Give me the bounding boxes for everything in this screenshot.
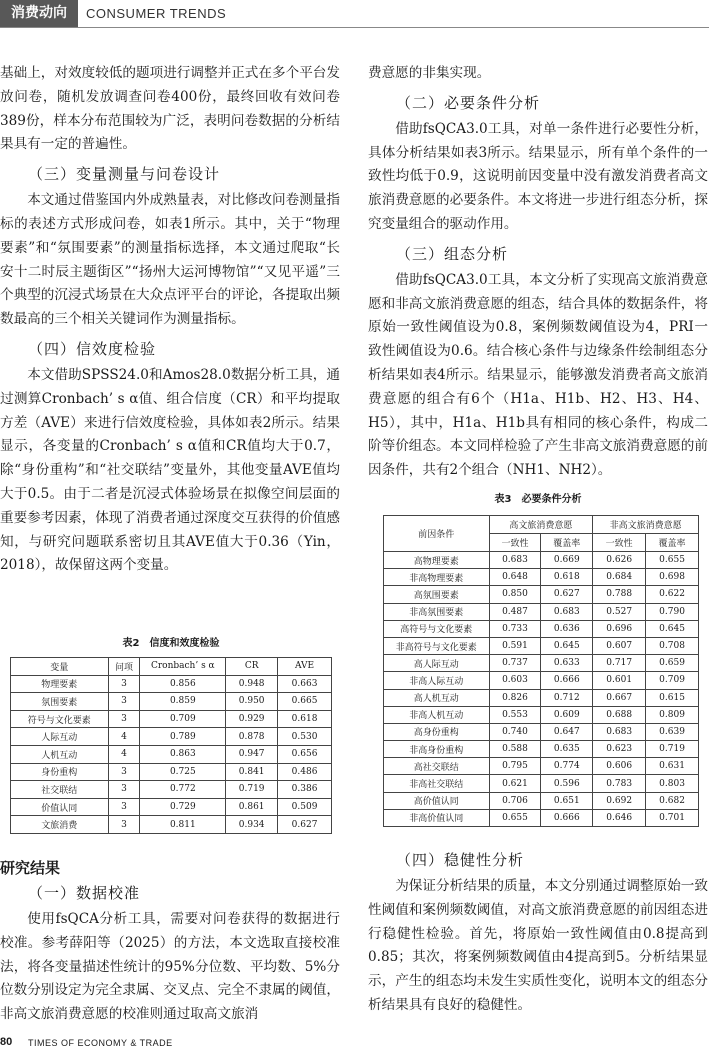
table3-row-label: 非高社交联结 [384,775,490,792]
table2-header-cell: CR [226,658,278,676]
table3-row-value: 0.803 [646,775,699,792]
table2-header-cell: 变量 [11,658,109,676]
table3-row-label: 高符号与文化要素 [384,620,490,637]
table3-row [384,689,699,706]
table3-row [384,569,699,586]
subheading-calibration: （一）数据校准 [28,884,141,902]
header-rule [0,27,709,28]
table3-row-label: 高氛围要素 [384,586,490,603]
table3-row [384,655,699,672]
table3-row-label: 高身份重构 [384,723,490,740]
table2-row-value: 0.948 [226,675,278,693]
table3-row-label: 非高物理要素 [384,569,490,586]
table3-row-value: 0.774 [541,758,593,775]
table2-body [11,675,332,833]
left-column-lower [0,856,340,1027]
table3-row [384,758,699,775]
section-title-results: 研究结果 [0,859,61,877]
table2-row-value: 0.811 [140,816,226,834]
table3-row-value: 0.809 [646,706,699,723]
table2-row-value: 0.859 [140,693,226,711]
table3-row-value: 0.645 [541,637,593,654]
table2-row-value: 0.486 [278,763,332,781]
table3-row-value: 0.740 [489,723,541,740]
table3-row-value: 0.667 [593,689,646,706]
table3-row-value: 0.795 [489,758,541,775]
table2-row-value: 0.878 [226,728,278,746]
table3-row [384,620,699,637]
table2-row-value: 0.530 [278,728,332,746]
table2-row-value: 0.772 [140,781,226,799]
table3-row-value: 0.635 [541,741,593,758]
table3-row [384,809,699,826]
table2-row-value: 0.929 [226,710,278,728]
table3-row-value: 0.639 [646,723,699,740]
table3-sub-header: 覆盖率 [541,534,593,552]
table2-row-value: 4 [108,745,140,763]
table3-row [384,792,699,809]
table3-row-label: 非高符号与文化要素 [384,637,490,654]
paragraph: 借助fsQCA3.0工具，对单一条件进行必要性分析，具体分析结果如表3所示。结果显示，所有单个条件的一致性均低于0.9，这说明前因变量中没有激发消费者高文旅消费意愿的必要条件。本文将进一步进行组态分析，探究变量组合的驱动作用。 [368,120,708,232]
table2-row-value: 4 [108,728,140,746]
table3-row-value: 0.655 [489,809,541,826]
table3-row-value: 0.683 [541,603,593,620]
table3-row [384,706,699,723]
table3-row-value: 0.826 [489,689,541,706]
table3-row-value: 0.706 [489,792,541,809]
table3-row-value: 0.646 [593,809,646,826]
table3-row-value: 0.553 [489,706,541,723]
table2-row-value: 3 [108,675,140,693]
table3-row-value: 0.588 [489,741,541,758]
subheading-reliability: （四）信效度检验 [28,339,157,358]
table2-row-label: 符号与文化要素 [11,710,109,728]
table2-row-label: 社交联结 [11,781,109,799]
table3-row-value: 0.719 [646,741,699,758]
table3-row-value: 0.692 [593,792,646,809]
table2-row [11,728,332,746]
table2-row-label: 身份重构 [11,763,109,781]
table3-row-value: 0.627 [541,586,593,603]
table2-row-value: 0.950 [226,693,278,711]
table2-header-row [11,658,332,676]
table2-row-value: 0.789 [140,728,226,746]
paragraph: 本文借助SPSS24.0和Amos28.0数据分析工具，通过测算Cronbach’ s α值、组合信度（CR）和平均提取方差（AVE）来进行信效度检验，具体如表2所示。结果显示，各变量的Cronbach’ s α值和CR值均大于0.7，除“身份重构”和“社交联结”变量外，其他变量AVE值均大于0.5。由于二者是沉浸式体验场景在拟像空间层面的重要参考因素，体现了消费者通过深度交互获得的价值感知，与研究问题联系密切且其AVE值大于0.36（Yin，2018），故保留这两个变量。 [0,366,340,574]
table2-row-value: 0.856 [140,675,226,693]
subheading-configuration: （三）组态分析 [396,244,509,263]
table2-row [11,710,332,728]
subheading-measurement: （三）变量测量与问卷设计 [28,165,221,184]
table3-row-label: 高价值认同 [384,792,490,809]
table3-group-high: 高文旅消费意愿 [489,516,593,534]
table3-body [384,552,699,827]
table3-row-value: 0.648 [489,569,541,586]
table3-row-value: 0.487 [489,603,541,620]
table3-row-value: 0.682 [646,792,699,809]
table3-row-value: 0.788 [593,586,646,603]
table3-row [384,741,699,758]
table2-row-value: 0.618 [278,710,332,728]
column-tag: 消费动向 [0,0,78,27]
table2-row [11,745,332,763]
table3-sub-header: 覆盖率 [646,534,699,552]
table3-row-label: 非高氛围要素 [384,603,490,620]
table2-header-cell: AVE [278,658,332,676]
table3-row-value: 0.651 [541,792,593,809]
table2-row [11,675,332,693]
table2-row-value: 0.725 [140,763,226,781]
table3-row-value: 0.606 [593,758,646,775]
page-number: 80 [0,1036,13,1048]
table2-header-cell: 问项 [108,658,140,676]
table3-row-value: 0.618 [541,569,593,586]
table2-row [11,781,332,799]
table3-row-label: 高人际互动 [384,655,490,672]
table2-row-value: 0.947 [226,745,278,763]
table3-row [384,775,699,792]
table3-row-value: 0.850 [489,586,541,603]
table3-row-value: 0.669 [541,552,593,569]
table3-row-value: 0.623 [593,741,646,758]
table3-row-value: 0.609 [541,706,593,723]
table3-row [384,637,699,654]
table2-row-label: 文旅消费 [11,816,109,834]
table3-row-value: 0.666 [541,672,593,689]
table2-row-label: 价值认同 [11,798,109,816]
table3-condition-header: 前因条件 [384,516,490,552]
table2-row-value: 0.719 [226,781,278,799]
table2-row-value: 3 [108,710,140,728]
table3-row-value: 0.712 [541,689,593,706]
table3-sub-header: 一致性 [593,534,646,552]
subheading-robustness: （四）稳健性分析 [396,851,525,869]
table2-row [11,798,332,816]
table3-row-value: 0.701 [646,809,699,826]
table3-row-value: 0.688 [593,706,646,723]
table2-row-label: 人机互动 [11,745,109,763]
paragraph: 费意愿的非集实现。 [368,65,491,81]
table3-row-value: 0.615 [646,689,699,706]
right-column-lower [368,849,708,1018]
table2-row-value: 0.656 [278,745,332,763]
table3-row-value: 0.698 [646,569,699,586]
paragraph: 为保证分析结果的质量，本文分别通过调整原始一致性阈值和案例频数阈值，对高文旅消费意愿的前因组态进行稳健性检验。首先，将原始一致性阈值由0.8提高到0.85；其次，将案例频数阈值由4提高到5。分析结果显示，产生的组态均未发生实质性变化，说明本文的组态分析结果具有良好的稳健性。 [368,878,708,1013]
page-header [0,0,709,27]
table3-row-value: 0.633 [541,655,593,672]
table3-row-value: 0.666 [541,809,593,826]
paragraph: 借助fsQCA3.0工具，本文分析了实现高文旅消费意愿和非高文旅消费意愿的组态，结合具体的数据条件，将原始一致性阈值设为0.8，案例频数阈值设为4，PRI一致性阈值设为0.6。结合核心条件与边缘条件绘制组态分析结果如表4所示。结果显示，能够激发消费者高文旅消费意愿的组合有6个（H1a、H1b、H2、H3、H4、H5），其中，H1a、H1b具有相同的核心条件，构成二阶等价组态。本文同样检验了产生非高文旅消费意愿的前因条件，共有2个组合（NH1、NH2）。 [368,271,708,479]
table3-caption: 表3 必要条件分析 [494,494,582,505]
table3-row-value: 0.607 [593,637,646,654]
table3-row-value: 0.626 [593,552,646,569]
table3-sub-header: 一致性 [489,534,541,552]
table2-row [11,693,332,711]
table3-row-label: 高社交联结 [384,758,490,775]
table3-row [384,723,699,740]
table2-row-value: 0.665 [278,693,332,711]
table3 [383,515,699,827]
paragraph: 使用fsQCA分析工具，需要对问卷获得的数据进行校准。参考薛阳等（2025）的方法，本文选取直接校准法，将各变量描述性统计的95%分位数、平均数、5%分位数分别设定为完全隶属、交叉点、完全不隶属的阈值，非高文旅消费意愿的校准则通过取高文旅消 [0,911,340,1023]
table3-row-value: 0.603 [489,672,541,689]
table3-row-value: 0.790 [646,603,699,620]
table3-row-value: 0.783 [593,775,646,792]
table2-block [10,637,332,834]
paragraph: 基础上，对效度较低的题项进行调整并正式在多个平台发放问卷，随机发放调查问卷400份，最终回收有效问卷389份，样本分布范围较为广泛，表明问卷数据的分析结果具有一定的普遍性。 [0,65,340,153]
table2-caption: 表2 信度和效度检验 [122,638,220,649]
table2-row-value: 3 [108,781,140,799]
table3-group-nonhigh: 非高文旅消费意愿 [593,516,699,534]
subheading-necessity: （二）必要条件分析 [396,93,541,112]
table3-row-value: 0.709 [646,672,699,689]
magazine-name: TIMES OF ECONOMY & TRADE [28,1038,173,1048]
table2 [10,657,332,834]
table3-group-row [384,516,699,534]
table3-row-value: 0.655 [646,552,699,569]
table2-row-value: 0.709 [140,710,226,728]
table3-row-value: 0.622 [646,586,699,603]
left-column [0,62,340,578]
table2-row-value: 0.861 [226,798,278,816]
table3-row-label: 高人机互动 [384,689,490,706]
table3-row [384,586,699,603]
table3-row-label: 非高价值认同 [384,809,490,826]
table2-row-label: 氛围要素 [11,693,109,711]
table2-row-value: 0.663 [278,675,332,693]
table3-row-value: 0.596 [541,775,593,792]
table3-row-value: 0.591 [489,637,541,654]
table3-row-label: 非高人际互动 [384,672,490,689]
table2-row-value: 0.627 [278,816,332,834]
table3-row [384,672,699,689]
table3-row-value: 0.621 [489,775,541,792]
table3-row-value: 0.684 [593,569,646,586]
table2-row-value: 3 [108,763,140,781]
table2-row-value: 0.934 [226,816,278,834]
table2-row-label: 人际互动 [11,728,109,746]
table3-row-label: 高物理要素 [384,552,490,569]
table3-row-value: 0.708 [646,637,699,654]
table3-row-value: 0.601 [593,672,646,689]
table3-row [384,552,699,569]
table2-row-label: 物理要素 [11,675,109,693]
table2-row-value: 0.729 [140,798,226,816]
table3-row-value: 0.659 [646,655,699,672]
table3-row-value: 0.645 [646,620,699,637]
table2-row [11,816,332,834]
column-title-en: CONSUMER TRENDS [86,6,227,21]
table2-row-value: 3 [108,816,140,834]
table3-row-value: 0.636 [541,620,593,637]
table3-row-value: 0.683 [593,723,646,740]
table3-row-value: 0.717 [593,655,646,672]
table2-row-value: 0.841 [226,763,278,781]
table2-header-cell: Cronbach’ s α [140,658,226,676]
table3-row-value: 0.683 [489,552,541,569]
table3-row-label: 非高身份重构 [384,741,490,758]
table2-row-value: 0.863 [140,745,226,763]
table3-row-value: 0.647 [541,723,593,740]
table2-row-value: 0.386 [278,781,332,799]
table3-row-value: 0.527 [593,603,646,620]
table2-row-value: 0.509 [278,798,332,816]
table2-row [11,763,332,781]
right-column [368,62,708,483]
paragraph: 本文通过借鉴国内外成熟量表，对比修改问卷测量指标的表述方式形成问卷，如表1所示。其中，关于“物理要素”和“氛围要素”的测量指标选择，本文通过爬取“长安十二时辰主题街区”“扬州大运河博物馆”“又见平遥”三个典型的沉浸式场景在大众点评平台的评论，各提取出频数最高的三个相关关键词作为测量指标。 [0,192,340,328]
table3-row [384,603,699,620]
table3-row-value: 0.631 [646,758,699,775]
table3-block [383,515,699,827]
table2-row-value: 3 [108,798,140,816]
table3-row-value: 0.737 [489,655,541,672]
table2-row-value: 3 [108,693,140,711]
table3-row-value: 0.696 [593,620,646,637]
page-footer [0,1036,709,1048]
table3-row-value: 0.733 [489,620,541,637]
table3-row-label: 非高人机互动 [384,706,490,723]
